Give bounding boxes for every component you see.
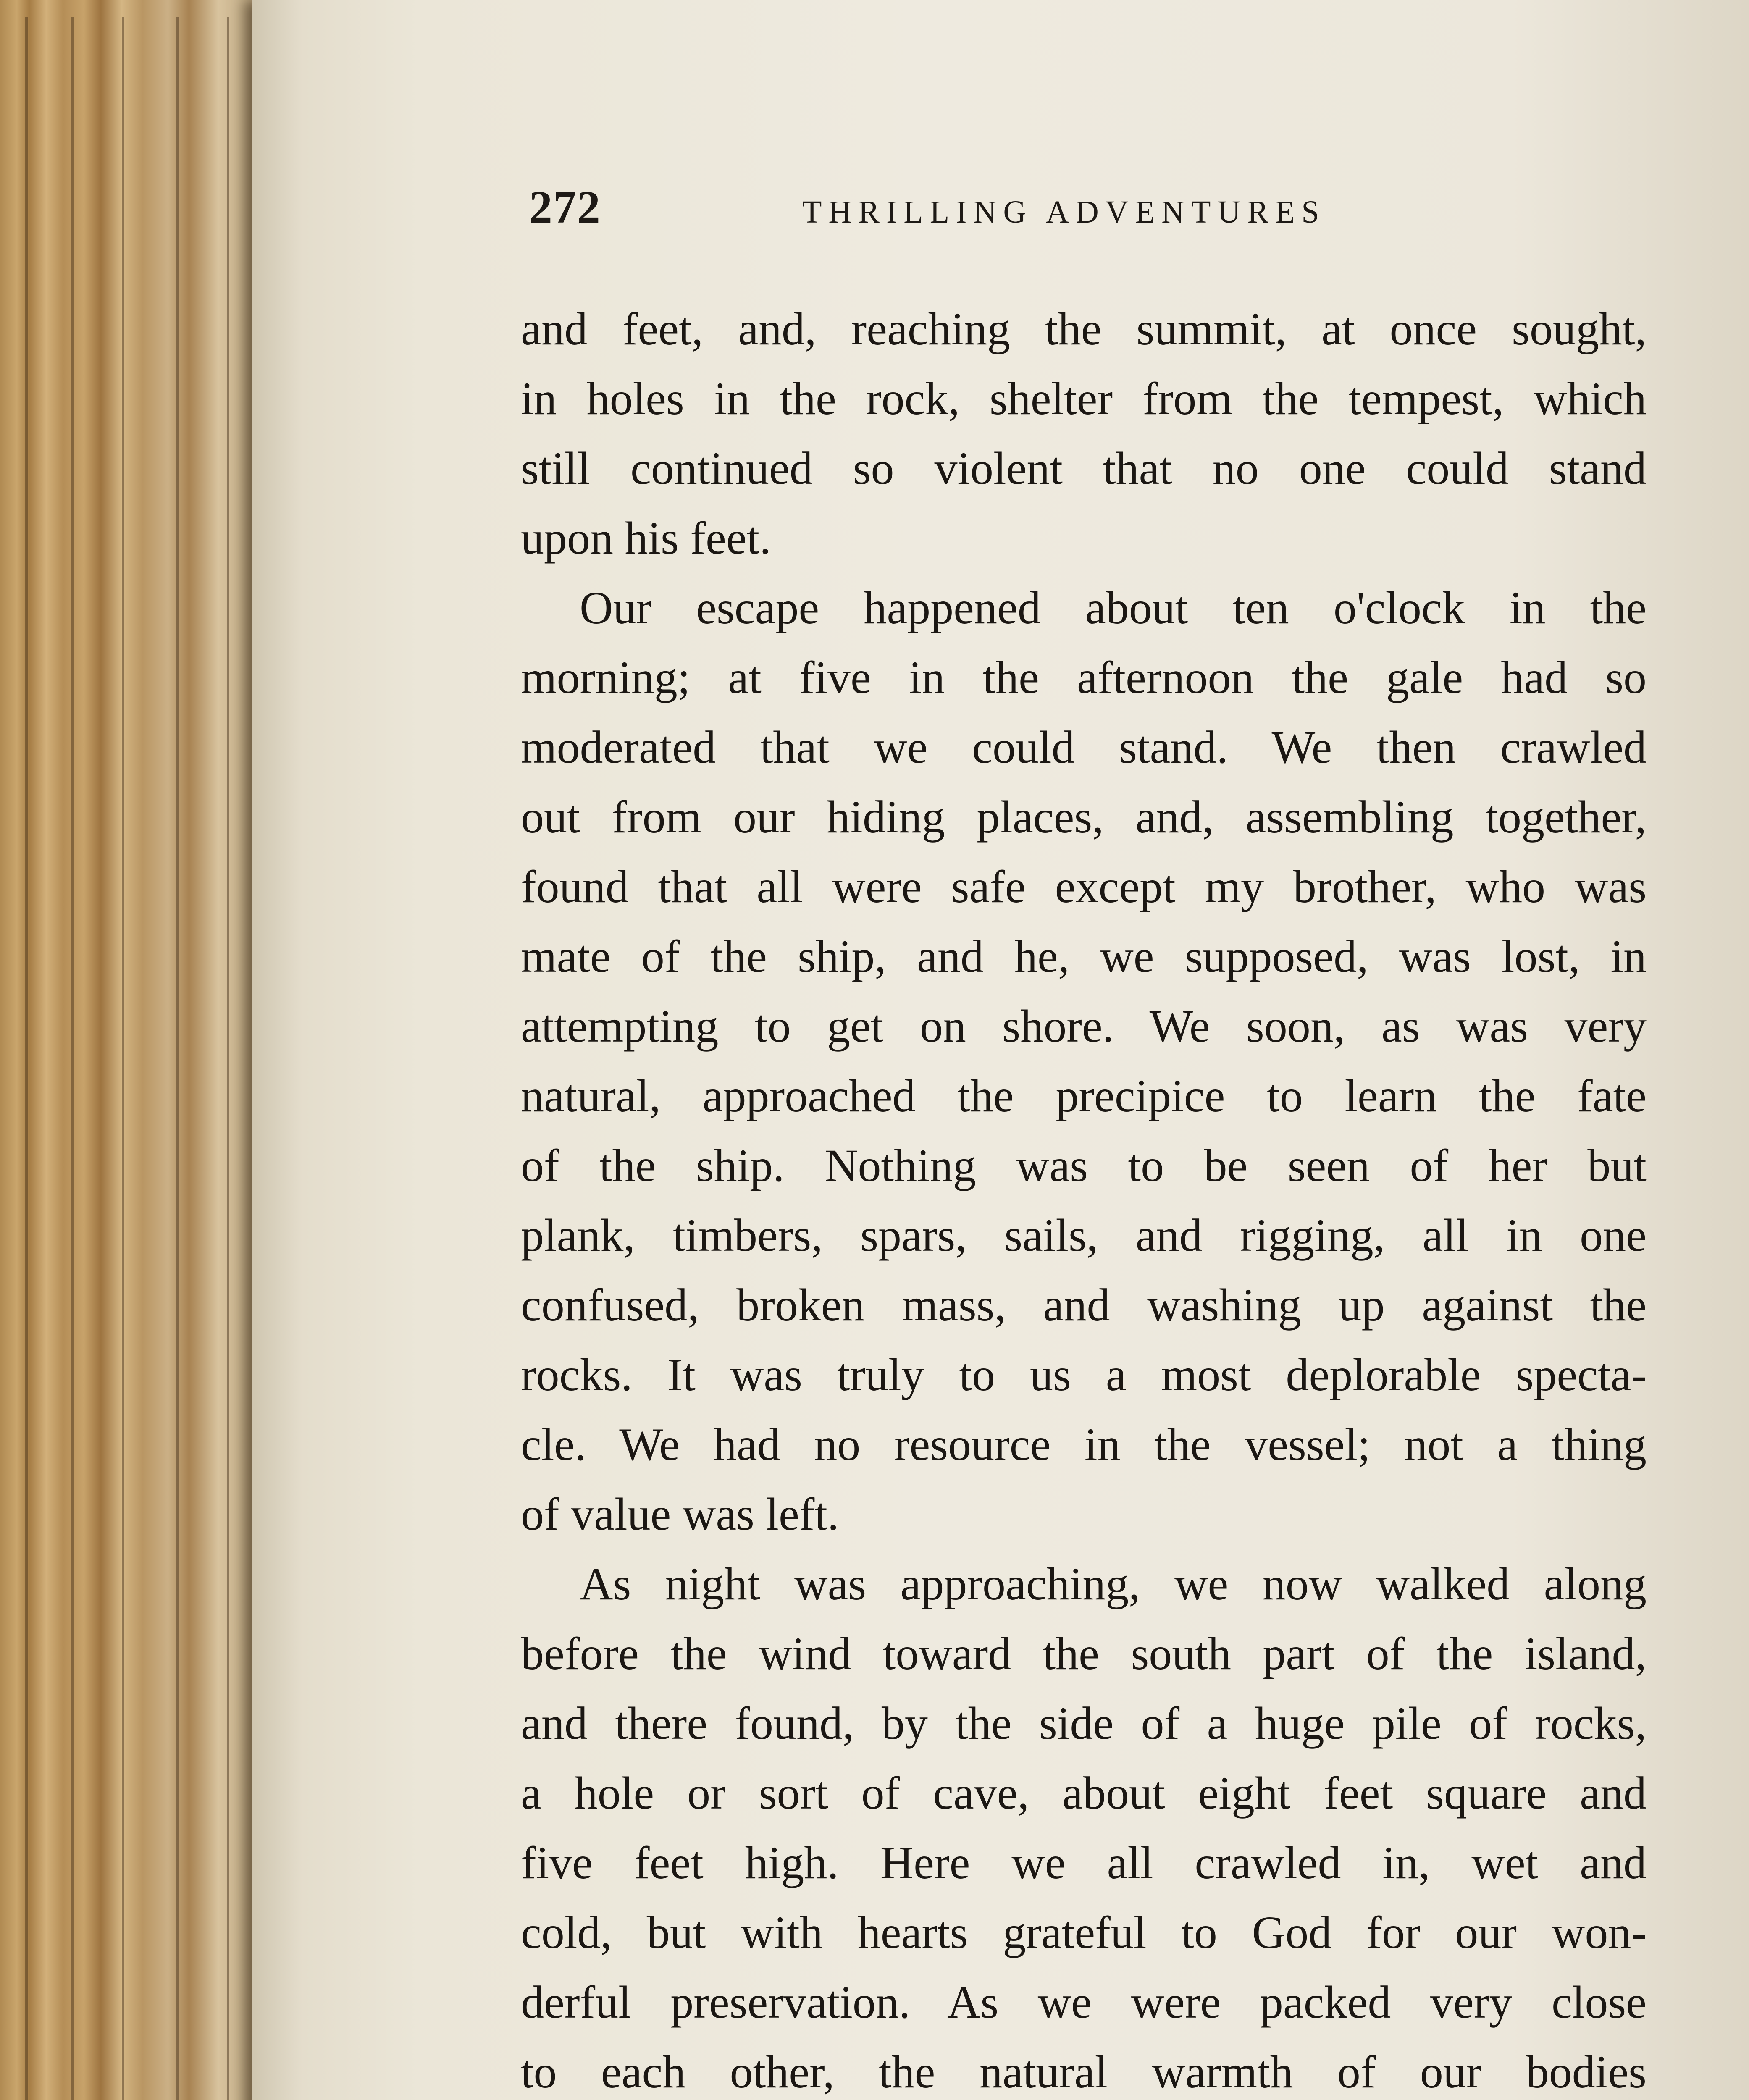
text-line: a hole or sort of cave, about eight feet square and bbox=[521, 1767, 1647, 1819]
page-edge-line bbox=[227, 17, 229, 2100]
book-page-edges bbox=[0, 0, 269, 2100]
text-line: confused, broken mass, and washing up against the bbox=[521, 1279, 1647, 1331]
text-line: derful preservation. As we were packed very close bbox=[521, 1977, 1647, 2028]
page-number: 272 bbox=[529, 181, 601, 233]
text-line: mate of the ship, and he, we supposed, was lost, in bbox=[521, 931, 1647, 982]
running-head bbox=[529, 181, 1663, 248]
text-line: moderated that we could stand. We then crawled bbox=[521, 722, 1647, 773]
text-line: morning; at five in the afternoon the gale had so bbox=[521, 652, 1647, 703]
paragraph-first-line: As night was approaching, we now walked along bbox=[580, 1558, 1647, 1609]
text-line: of value was left. bbox=[521, 1488, 839, 1540]
text-line: plank, timbers, spars, sails, and rigging, all in one bbox=[521, 1210, 1647, 1261]
paragraph-first-line: Our escape happened about ten o'clock in the bbox=[580, 582, 1647, 633]
text-line: upon his feet. bbox=[521, 512, 771, 564]
text-line: five feet high. Here we all crawled in, wet and bbox=[521, 1837, 1647, 1888]
page-edge-line bbox=[71, 17, 74, 2100]
running-title: THRILLING ADVENTURES bbox=[802, 194, 1326, 230]
text-line: before the wind toward the south part of the island, bbox=[521, 1628, 1647, 1679]
book-page bbox=[252, 0, 1749, 2100]
text-line: found that all were safe except my brother, who was bbox=[521, 861, 1647, 912]
text-line: still continued so violent that no one could stand bbox=[521, 443, 1647, 494]
text-line: and there found, by the side of a huge pile of rocks, bbox=[521, 1698, 1647, 1749]
page-edge-line bbox=[176, 17, 179, 2100]
page-edge-line bbox=[122, 17, 124, 2100]
text-line: in holes in the rock, shelter from the tempest, which bbox=[521, 373, 1647, 424]
text-line: attempting to get on shore. We soon, as was very bbox=[521, 1000, 1647, 1052]
text-line: rocks. It was truly to us a most deplorable specta- bbox=[521, 1349, 1647, 1400]
body-text bbox=[521, 294, 1647, 2100]
text-line: of the ship. Nothing was to be seen of her but bbox=[521, 1140, 1647, 1191]
text-line: out from our hiding places, and, assembling together, bbox=[521, 791, 1647, 843]
page-edge-line bbox=[25, 17, 28, 2100]
text-line: cold, but with hearts grateful to God for our won- bbox=[521, 1907, 1647, 1958]
text-line: cle. We had no resource in the vessel; not a thing bbox=[521, 1419, 1647, 1470]
text-line: natural, approached the precipice to learn the fate bbox=[521, 1070, 1647, 1121]
text-line: and feet, and, reaching the summit, at once sought, bbox=[521, 303, 1647, 354]
text-line: to each other, the natural warmth of our bodies bbox=[521, 2046, 1647, 2097]
